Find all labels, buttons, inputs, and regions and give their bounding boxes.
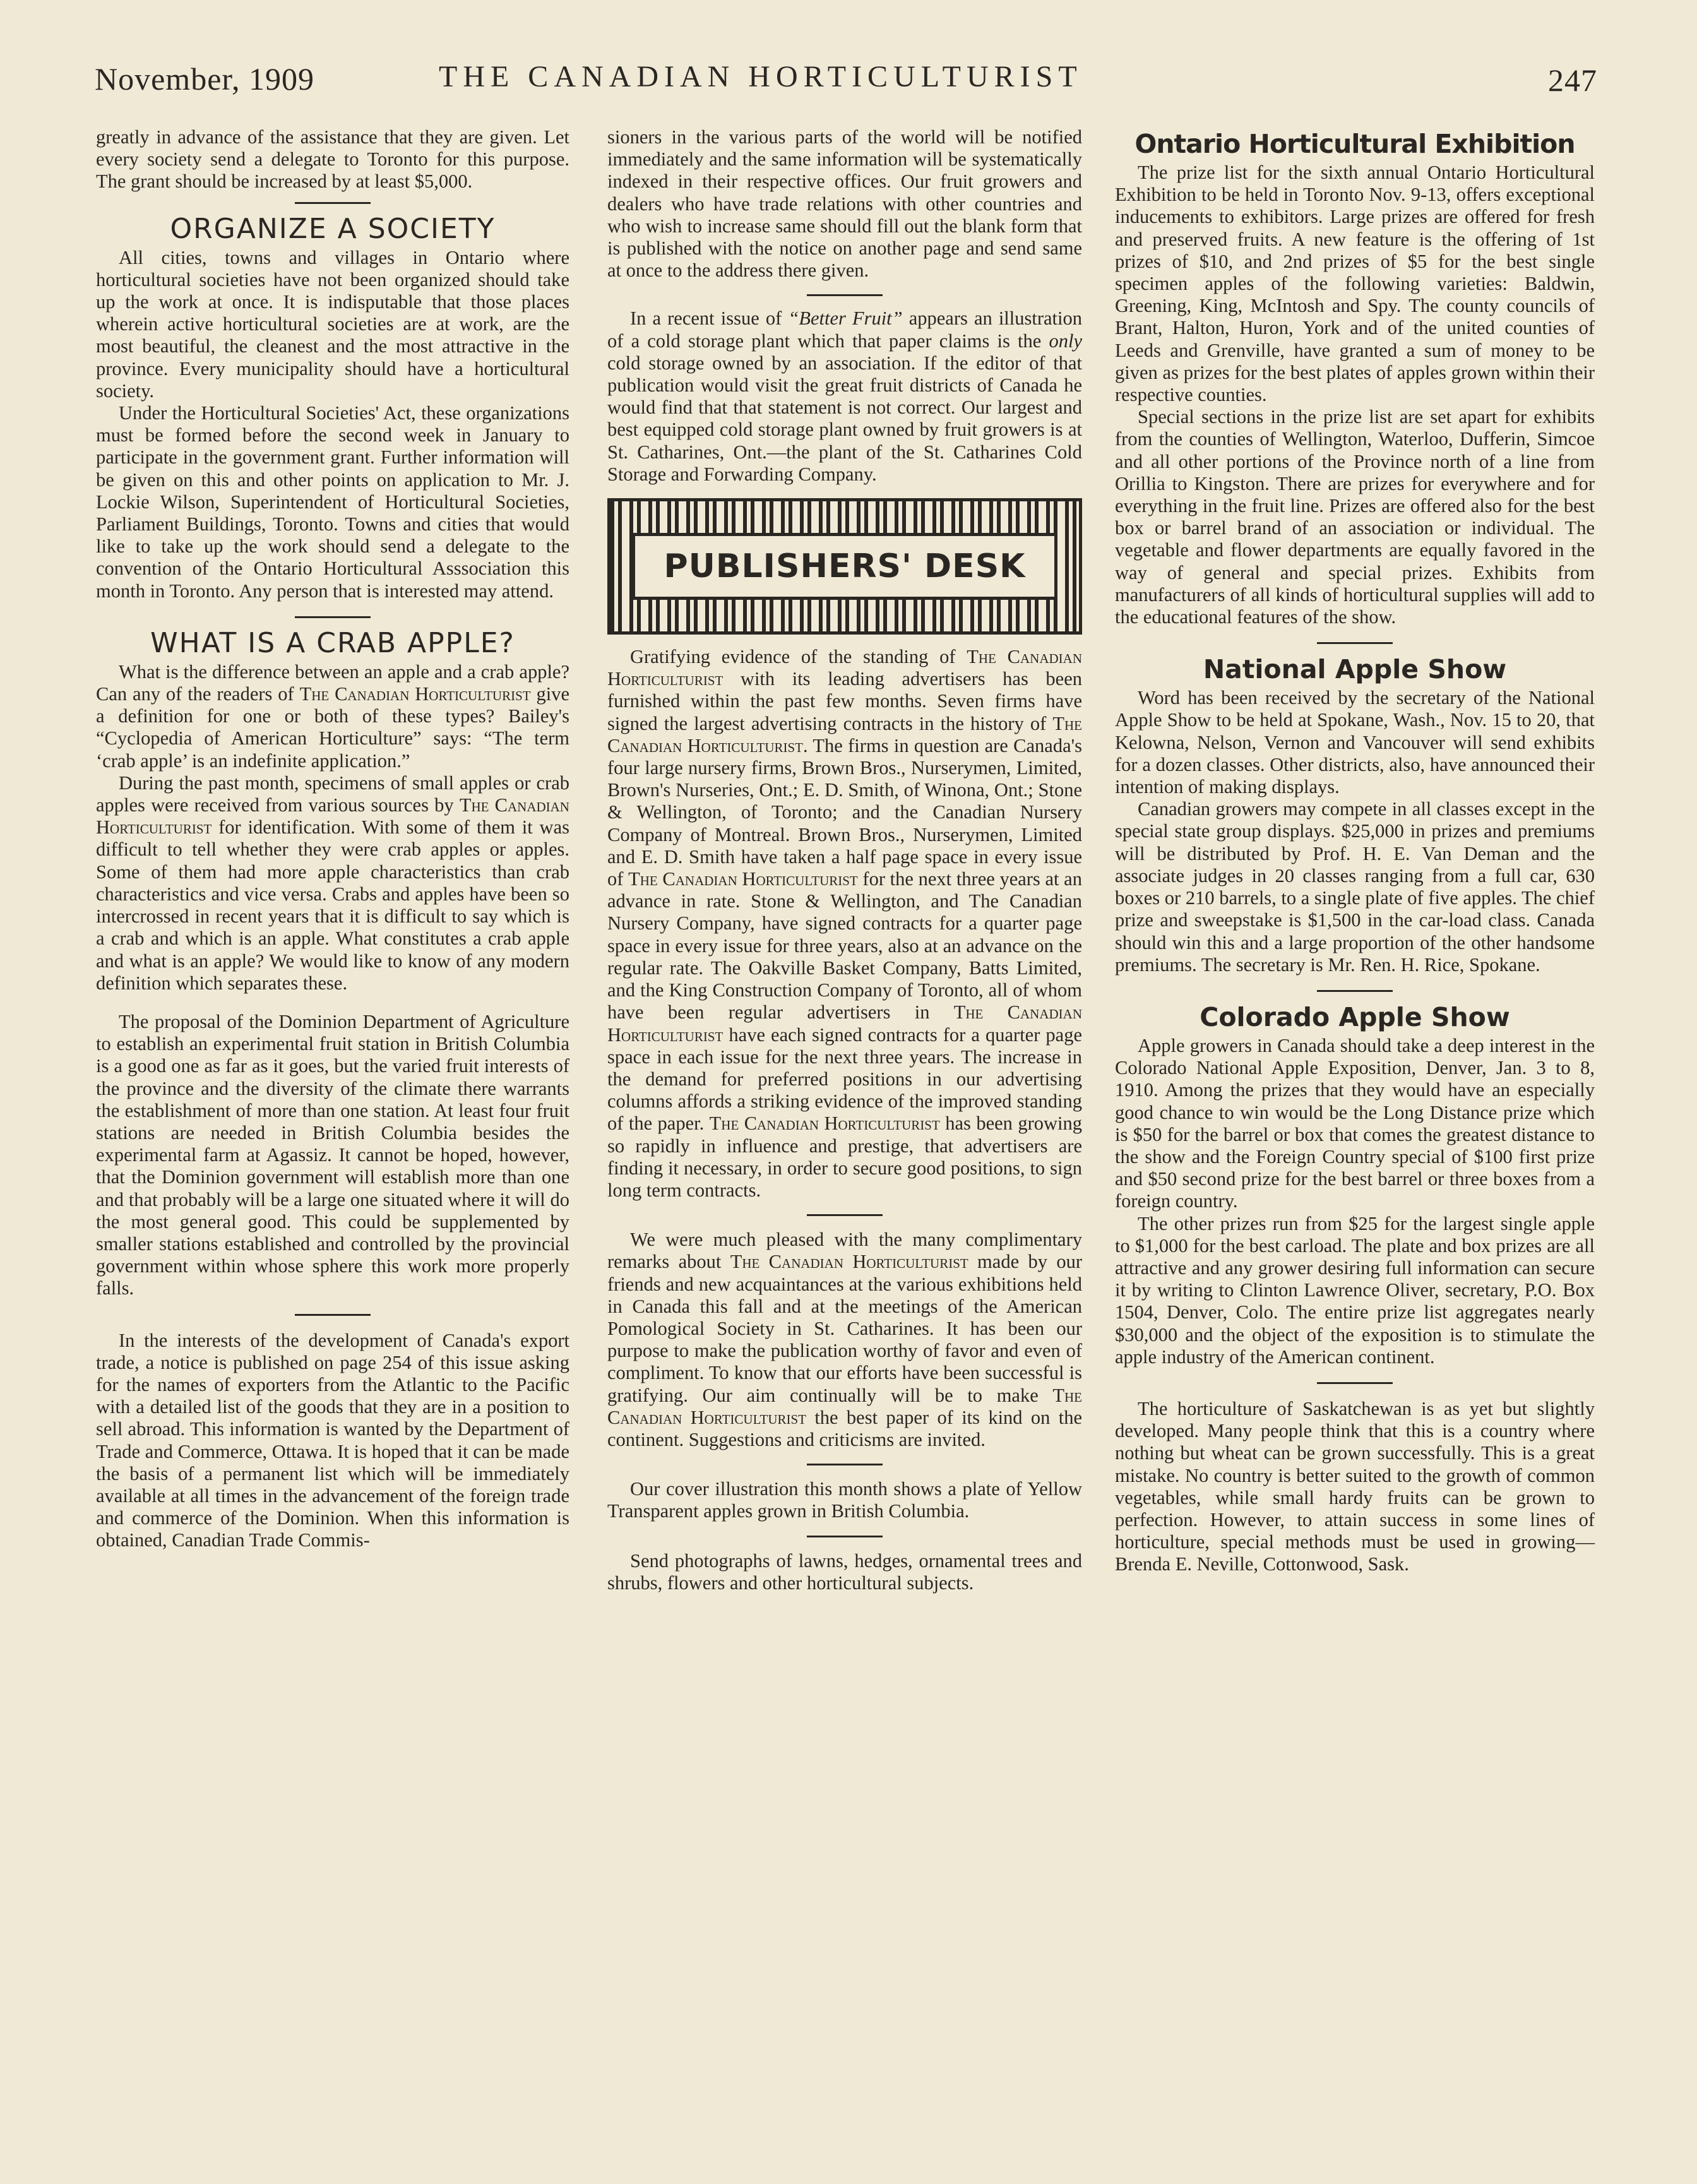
paragraph: sioners in the various parts of the world will be notified immediately and the same information will be systematically indexed in their respective offices. Our fruit growers and dealers who have trade relations with other countries and who wish to increase same should fill out the blank form that is published with the notice on another page and send same at once to the address there given.: [607, 126, 1082, 282]
divider: [295, 616, 371, 618]
paragraph: All cities, towns and villages in Ontario where horticultural societies have not been organized should take up the work at once. It is indisputable that those places wherein active horticultural societies are at work, are the most beautiful, the cleanest and the most attractive in the province. Every municipality should have a horticultural society.: [96, 246, 569, 402]
divider: [1317, 642, 1393, 644]
paragraph: What is the difference between an apple and a crab apple? Can any of the readers of The Canadian Horticulturist give a definition for one or both of these types? Bailey's “Cyclopedia of American Horticulture” says: “The term ‘crab apple’ is an indefinite application.”: [96, 660, 569, 772]
heading-organize-society: ORGANIZE A SOCIETY: [170, 212, 496, 245]
issue-date: November, 1909: [95, 61, 315, 97]
divider: [295, 202, 371, 204]
divider: [807, 1536, 883, 1537]
paragraph: Send photographs of lawns, hedges, ornamental trees and shrubs, flowers and other horticultural subjects.: [607, 1549, 1082, 1594]
divider: [807, 1464, 883, 1465]
paragraph: Our cover illustration this month shows a plate of Yellow Transparent apples grown in British Columbia.: [607, 1478, 1082, 1522]
publishers-desk-title: PUBLISHERS' DESK: [632, 533, 1057, 600]
page-number: 247: [1548, 63, 1597, 98]
paragraph: Word has been received by the secretary of the National Apple Show to be held at Spokane, Wash., Nov. 15 to 20, that Kelowna, Nelson, Vernon and Vancouver will send exhibits for a dozen classes. Other districts, also, have announced their intention of making displays.: [1115, 687, 1595, 798]
column-left: [96, 126, 569, 1552]
paragraph: In the interests of the development of Canada's export trade, a notice is published on page 254 of this issue asking for the names of exporters from the Atlantic to the Pacific with a detailed list of the goods that they are in a position to sell abroad. This information is wanted by the Department of Trade and Commerce, Ottawa. It is hoped that it can be made the basis of a permanent list which will be immediately available at all times in the advancement of the foreign trade and commerce of the Dominion. When this information is obtained, Canadian Trade Commis-: [96, 1329, 569, 1551]
paragraph: Special sections in the prize list are set apart for exhibits from the counties of Wellington, Waterloo, Dufferin, Simcoe and all other portions of the Province north of a line from Orillia to Kingston. There are prizes for everywhere and for everything in the fruit line. Prizes are offered also for the best box or barrel brand of an association or individual. The vegetable and flower departments are equally favored in the way of general and special prizes. Exhibits from manufacturers of all kinds of horticultural supplies will add to the educational features of the show.: [1115, 406, 1595, 628]
divider: [1317, 990, 1393, 992]
paragraph: The horticulture of Saskatchewan is as yet but slightly developed. Many people think that this is a country where nothing but wheat can be grown successfully. This is a great mistake. No country is better suited to the growth of common vegetables, while small hardy fruits can be grown to perfection. However, to attain success in some lines of horticulture, special methods must be used in growing—Brenda E. Neville, Cottonwood, Sask.: [1115, 1397, 1595, 1575]
paragraph: Canadian growers may compete in all classes except in the special state group displays. $25,000 in prizes and premiums will be distributed by Prof. H. E. Van Deman and the associate judges in 20 classes ranging from a full car, 630 boxes or 210 barrels, to a single plate of five apples. The chief prize and sweepstake is $1,500 in the car-load class. Canada should win this and a large proportion of the other handsome premiums. The secretary is Mr. Ren. H. Rice, Spokane.: [1115, 798, 1595, 976]
column-right: [1115, 126, 1595, 1576]
divider: [807, 1214, 883, 1216]
paragraph: We were much pleased with the many complimentary remarks about The Canadian Horticulturist made by our friends and new acquaintances at the various exhibitions held in Canada this fall and at the meetings of the American Pomological Society in St. Catharines. It has been our purpose to make the publication worthy of favor and even of compliment. To know that our efforts have been successful is gratifying. Our aim continually will be to make The Canadian Horticulturist the best paper of its kind on the continent. Suggestions and criticisms are invited.: [607, 1229, 1082, 1450]
divider: [807, 294, 883, 296]
divider: [295, 1314, 371, 1316]
paragraph: Under the Horticultural Societies' Act, these organizations must be formed before the second week in January to participate in the government grant. Further information will be given on this and other points on application to Mr. J. Lockie Wilson, Superintendent of Horticultural Societies, Parliament Buildings, Toronto. Towns and cities that would like to take up the work should send a delegate to the convention of the Ontario Horticultural Asssociation this month in Toronto. Any person that is interested may attend.: [96, 402, 569, 602]
heading-colorado-apple-show: Colorado Apple Show: [1200, 1001, 1510, 1032]
paragraph: The prize list for the sixth annual Ontario Horticultural Exhibition to be held in Toronto Nov. 9-13, offers exceptional inducements to exhibitors. Large prizes are offered for fresh and preserved fruits. A new feature is the offering of 1st prizes of $10, and 2nd prizes of $5 for the best single specimen apples of the following varieties: Baldwin, Greening, King, McIntosh and Spy. The county councils of Brant, Halton, Huron, York and of the united counties of Leeds and Grenville, have granted a sum of money to be given as prizes for the best plates of apples grown within their respective counties.: [1115, 162, 1595, 406]
paragraph: The other prizes run from $25 for the largest single apple to $1,000 for the best carload. The plate and box prizes are all attractive and any grower desiring full information can secure it by writing to Clinton Lawrence Oliver, secretary, P.O. Box 1504, Denver, Colo. The entire prize list aggregates nearly $30,000 and the object of the exposition is to stimulate the apple industry of the American continent.: [1115, 1212, 1595, 1368]
heading-ontario-exhibition: Ontario Horticultural Exhibition: [1134, 129, 1575, 159]
publishers-desk-banner: [607, 498, 1082, 635]
paragraph: greatly in advance of the assistance that they are given. Let every society send a delegate to Toronto for this purpose. The grant should be increased by at least $5,000.: [96, 126, 569, 193]
heading-national-apple-show: National Apple Show: [1203, 654, 1507, 685]
divider: [1317, 1382, 1393, 1384]
paragraph: Apple growers in Canada should take a deep interest in the Colorado National Apple Exposition, Denver, Jan. 3 to 8, 1910. Among the prizes that they would have an especially good chance to win would be the Long Distance prize which is $50 for the barrel or box that comes the greatest distance to the show and the Foreign Country special of $100 first prize and $50 second prize for the best barrel or three boxes from a foreign country.: [1115, 1034, 1595, 1212]
magazine-title: THE CANADIAN HORTICULTURIST: [439, 60, 1083, 93]
column-middle: [607, 126, 1082, 1594]
paragraph: Gratifying evidence of the standing of The Canadian Horticulturist with its leading advertisers has been furnished within the past few months. Seven firms have signed the largest advertising contracts in the history of The Canadian Horticulturist. The firms in question are Canada's four large nursery firms, Brown Bros., Nurserymen, Limited, Brown's Nurseries, Ont.; E. D. Smith, of Winona, Ont.; Stone & Wellington, of Toronto; and the Canadian Nursery Company of Montreal. Brown Bros., Nurserymen, Limited and E. D. Smith have taken a half page space in every issue of The Canadian Horticulturist for the next three years at an advance in rate. Stone & Wellington, and The Canadian Nursery Company, have signed contracts for a quarter page space in every issue for three years, also at an advance on the regular rate. The Oakville Basket Company, Batts Limited, and the King Construction Company of Toronto, all of whom have been regular advertisers in The Canadian Horticulturist have each signed contracts for a quarter page space in each issue for the next three years. The increase in the demand for preferred positions in our advertising columns affords a striking evidence of the improved standing of the paper. The Canadian Horticulturist has been growing so rapidly in influence and prestige, that advertisers are finding it necessary, in order to secure good positions, to sign long term contracts.: [607, 646, 1083, 1201]
page-header: [95, 56, 1597, 106]
paragraph: The proposal of the Dominion Department of Agriculture to establish an experimental fruit station in British Columbia is a good one as far as it goes, but the varied fruit interests of the province and the diversity of the climate there warrants the establishment of more than one station. At least four fruit stations are needed in British Columbia besides the experimental farm at Agassiz. It cannot be hoped, however, that the Dominion government will establish more than one and that probably will be a large one situated where it will do the most general good. This could be supplemented by smaller stations established and controlled by the provincial government within whose sphere this work more properly falls.: [96, 1010, 569, 1299]
paragraph: During the past month, specimens of small apples or crab apples were received from various sources by The Canadian Horticulturist for identification. With some of them it was difficult to tell whether they were crab apples or apples. Some of them had more apple characteristics than crab characteristics and vice versa. Crabs and apples have been so intercrossed in recent years that it is difficult to say which is a crab and which is an apple. What constitutes a crab apple and what is an apple? We would like to know of any modern definition which separates these.: [96, 772, 569, 994]
spacer: [96, 994, 569, 1011]
heading-crab-apple: WHAT IS A CRAB APPLE?: [150, 626, 515, 659]
paragraph: In a recent issue of “Better Fruit” appears an illustration of a cold storage plant which that paper claims is the only cold storage owned by an association. If the editor of that publication would visit the great fruit districts of Canada he would find that that statement is not correct. Our largest and best equipped cold storage plant owned by fruit growers is at St. Catharines, Ont.—the plant of the St. Catharines Cold Storage and Forwarding Company.: [607, 307, 1082, 485]
